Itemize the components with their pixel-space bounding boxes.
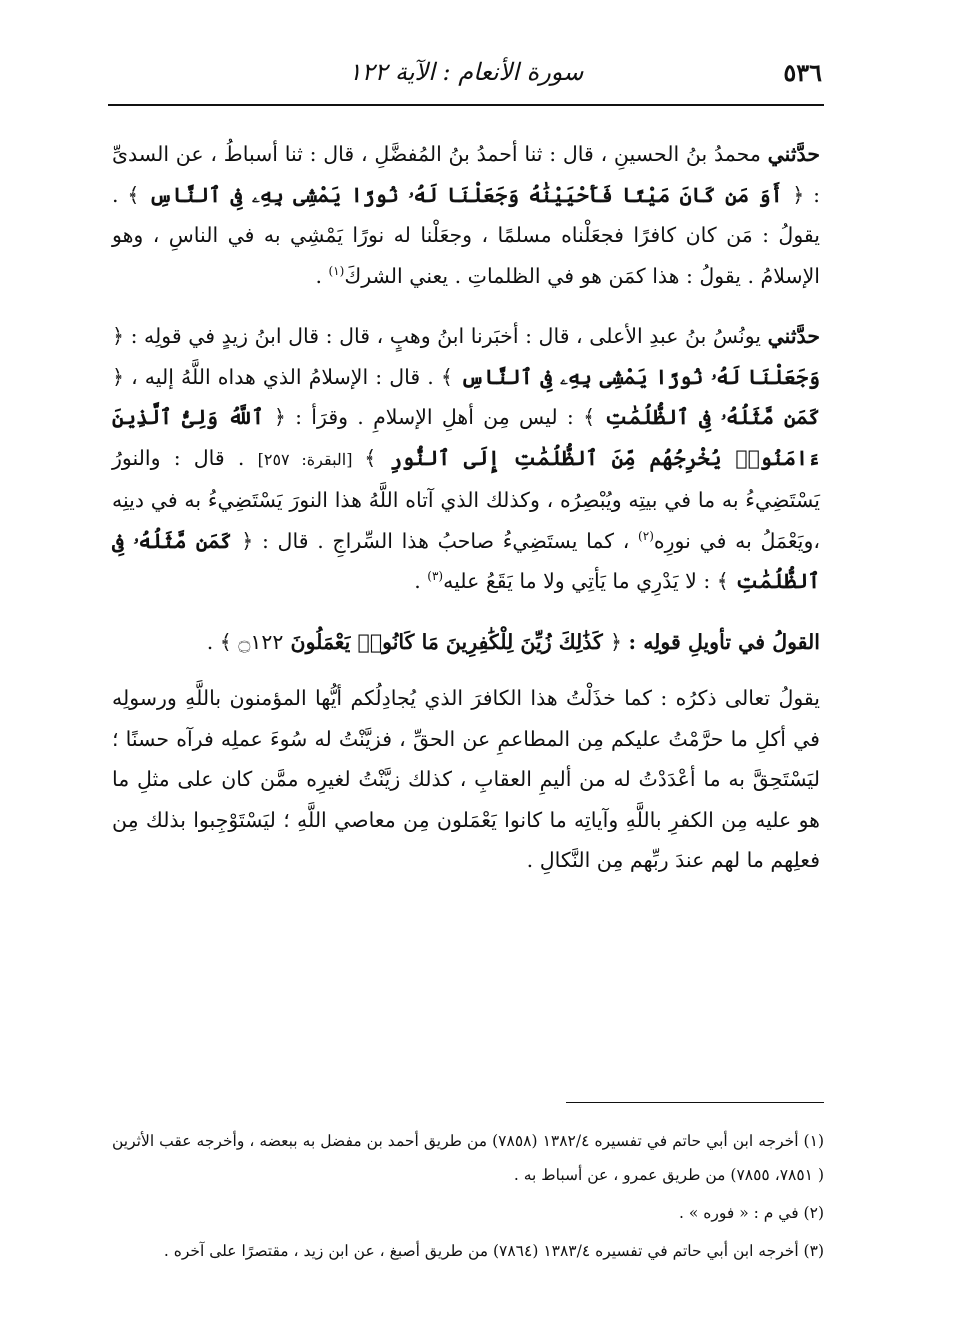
paragraph-1	[112, 134, 820, 296]
header-divider	[108, 104, 824, 106]
quran-bracket-open: ﴿	[273, 405, 286, 429]
heading-lead: القولُ في تأويلِ قولِه :	[628, 629, 820, 654]
footnote-marker[interactable]: (٣)	[427, 569, 444, 584]
quran-bracket-close: ﴾	[716, 569, 729, 593]
paragraph-end: .	[315, 263, 329, 288]
quran-bracket-close: ﴾	[364, 445, 377, 470]
paragraph-lead: حدَّثني	[767, 142, 820, 166]
paragraph-3: يقولُ تعالى ذكرُه : كما خذَلْتُ هذا الكافرَ الذي يُجادِلُكم أيُّها المؤمنون باللَّهِ ورسولِه في أكلِ ما حرَّمْتُ عليكم مِن المطاعمِ عن الحقِّ ، فزيَّنْتُ له سُوءَ عملِه فرآه حسنًا ؛ ليَسْتَحِقَّ به ما أعْدَدْتُ له من أليمِ العقابِ ، كذلك زيَّنْتُ لغيرِه ممَّن كان على مثلِ ما هو عليه مِن الكفرِ باللَّهِ وآياتِه ما كانوا يَعْمَلون مِن معاصي اللَّهِ ؛ ليَسْتَوْجِبوا بذلك مِن فعلِهم ما لهم عندَ ربِّهم مِن النَّكالِ .	[112, 686, 820, 872]
quran-bracket-open: ﴿	[241, 528, 254, 553]
quran-bracket-close: ﴾	[440, 364, 453, 389]
footnote-divider	[566, 1102, 824, 1103]
quran-verse: أَوَ مَن كَانَ مَيْتًا فَأَحْيَيْنَٰهُ وَجَعَلْنَا لَهُۥ نُورًا يَمْشِى بِهِۦ فِى ٱلنَّاسِ	[139, 182, 793, 207]
paragraph-text: يونُسُ بنُ عبدِ الأعلى ، قال : أخبَرنا ابنُ وهبٍ ، قال : قال ابنُ زيدٍ في قولِه :	[124, 324, 768, 348]
paragraph-text: محمدُ بنُ الحسينِ ، قال : ثنا أحمدُ بنُ المُفضَّلِ ، قال : ثنا أسباطُ ، عن السدىِّ :	[112, 142, 820, 207]
quran-verse: وَجَعَلْنَا لَهُۥ نُورًا يَمْشِى بِهِۦ فِى ٱلنَّاسِ	[452, 364, 820, 389]
quran-verse: ٱللَّهُ وَلِىُّ ٱلَّذِينَ ءَامَنُوا۟ يُخْرِجُهُم مِّنَ ٱلظُّلُمَٰتِ إِلَى ٱلنُّورِ	[112, 405, 820, 470]
paragraph-2	[112, 316, 820, 602]
quran-bracket-open: ﴿	[792, 182, 805, 207]
main-text	[112, 134, 820, 901]
footnotes	[112, 1124, 824, 1272]
paragraph-text: . قال : الإسلامُ الذي هداه اللَّهُ إليه ،	[124, 364, 441, 389]
page-header	[110, 54, 822, 94]
paragraph-end: .	[206, 629, 220, 654]
quran-verse: كَذَٰلِكَ زُيِّنَ لِلْكَٰفِرِينَ مَا كَانُوا۟ يَعْمَلُونَ	[283, 629, 610, 654]
quran-bracket-close: ﴾	[219, 629, 239, 654]
footnote-3: (٣) أخرجه ابن أبي حاتم في تفسيره ١٣٨٣/٤ (٧٨٦٤) من طريق أصبغ ، عن ابن زيد ، مقتصرًا على آخره .	[163, 1242, 824, 1260]
footnote-marker[interactable]: (١)	[328, 263, 345, 278]
paragraph-text: : ليس مِن أهلِ الإسلامِ . وقرَأ :	[285, 405, 584, 429]
page-number: ٥٣٦	[783, 58, 822, 87]
quran-verse: كَمَن مَّثَلُهُۥ فِى ٱلظُّلُمَٰتِ	[595, 405, 820, 429]
paragraph-text: . قال : والنورُ يَسْتَضِيءُ به ما في بيتِه ويُبْصِرُه ، وكذلك الذي آتاه اللَّهُ هذا النورَ يَسْتَضِيءُ به في دينِه ،ويَعْمَلُ به في نورِه	[112, 445, 821, 553]
paragraph-end: .	[414, 569, 428, 593]
quran-bracket-open: ﴿	[609, 629, 629, 654]
quran-bracket-close: ﴾	[127, 182, 140, 207]
footnote-2: (٢) في م : « فوره » .	[679, 1204, 824, 1222]
paragraph-text: : لا يَدْرِي ما يَأتِي ولا ما يَقَعُ عليه	[443, 569, 717, 593]
paragraph-lead: حدَّثني	[767, 324, 820, 348]
footnote-1: (١) أخرجه ابن أبي حاتم في تفسيره ١٣٨٢/٤ (٧٨٥٨) من طريق أحمد بن مفضل به ببعضه ، وأخرجه عقب الأثرين ( ٧٨٥١، ٧٨٥٥) من طريق عمرو ، عن أسباط به .	[112, 1132, 824, 1184]
quran-verse: كَمَن مَّثَلُهُۥ فِى ٱلظُّلُمَٰتِ	[112, 528, 820, 593]
footnote-marker[interactable]: (٢)	[638, 528, 654, 543]
ayah-number-marker: ۝١٢٢	[238, 629, 284, 654]
quran-bracket-open: ﴿	[112, 364, 125, 389]
paragraph-text: . يقولُ : مَن كان كافرًا فجعَلْناه مسلمًا ، وجعَلْنا له نورًا يَمْشِي به في الناسِ ، وهو الإسلامُ . يقولُ : هذا كمَن هو في الظلماتِ . يعني الشركَ	[112, 182, 820, 288]
surah-reference: [البقرة: ٢٥٧]	[257, 449, 365, 469]
section-heading	[112, 622, 820, 663]
running-title: سورة الأنعام : الآية ١٢٢	[348, 58, 584, 86]
quran-bracket-close: ﴾	[583, 405, 596, 429]
paragraph-text: ، كما يستَضِيءُ صاحبُ هذا السِّراجِ . قال :	[253, 528, 639, 553]
quran-bracket-open: ﴿	[112, 324, 125, 348]
